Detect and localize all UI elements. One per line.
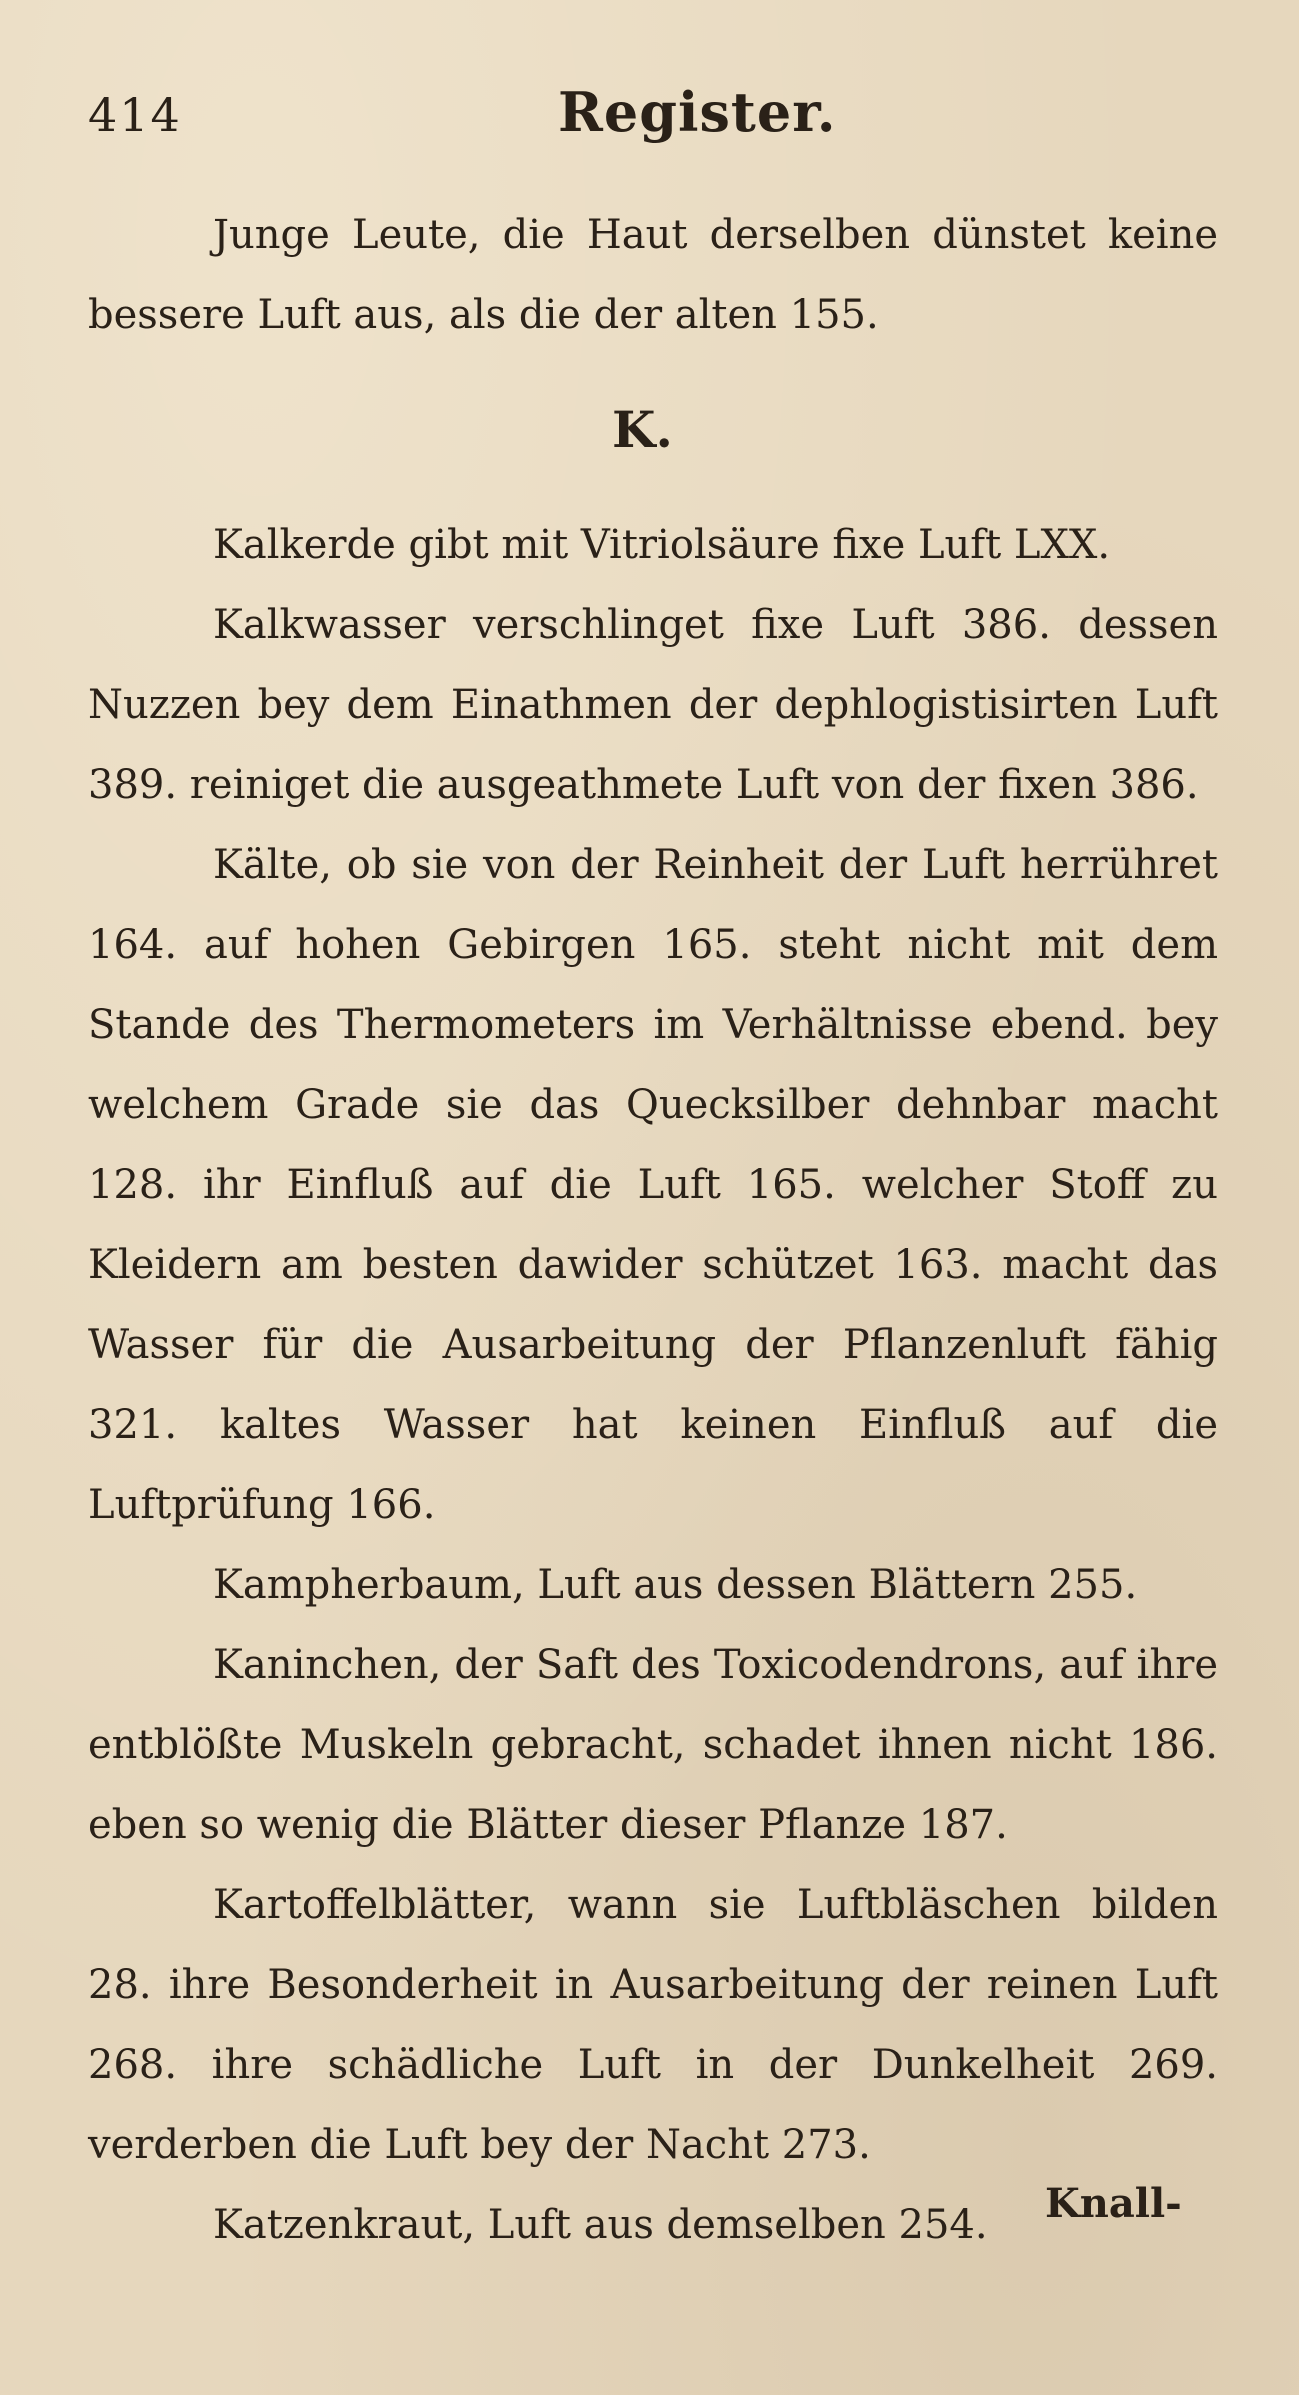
index-entry: Kartoffelblätter, wann sie Luftbläschen bilden 28. ihre Besonderheit in Ausarbeitung der reinen Luft 268. ihre schädliche Luft in der Dunkelheit 269. verderben die Luft bey der Nacht 273. xyxy=(88,1882,1218,2168)
section-letter: K. xyxy=(612,400,673,459)
index-entry: Katzenkraut, Luft aus demselben 254. xyxy=(213,2202,988,2248)
page-header xyxy=(88,80,1218,160)
index-entry: Kampherbaum, Luft aus dessen Blättern 255. xyxy=(213,1562,1138,1608)
index-entry: Kalkwasser verschlinget fixe Luft 386. dessen Nuzzen bey dem Einathmen der dephlogistisirten Luft 389. reiniget die ausgeathmete Luft von der fixen 386. xyxy=(88,602,1218,808)
index-entry-junge-leute: Junge Leute, die Haut derselben dünstet keine bessere Luft aus, als die der alten 155. xyxy=(88,212,1218,338)
index-entries-k xyxy=(88,505,1218,2265)
index-entry: Kälte, ob sie von der Reinheit der Luft herrühret 164. auf hohen Gebirgen 165. steht nicht mit dem Stande des Thermometers im Verhältnisse ebend. bey welchem Grade sie das Quecksilber dehnbar macht 128. ihr Einfluß auf die Luft 165. welcher Stoff zu Kleidern am besten dawider schützet 163. macht das Wasser für die Ausarbeitung der Pflanzenluft fähig 321. kaltes Wasser hat keinen Einfluß auf die Luftprüfung 166. xyxy=(88,842,1218,1528)
page-number: 414 xyxy=(88,88,182,142)
running-head: Register. xyxy=(558,80,837,144)
catchword: Knall- xyxy=(1045,2180,1182,2227)
index-entry: Kaninchen, der Saft des Toxicodendrons, auf ihre entblößte Muskeln gebracht, schadet ihnen nicht 186. eben so wenig die Blätter dieser Pflanze 187. xyxy=(88,1642,1218,1848)
index-entry: Kalkerde gibt mit Vitriolsäure fixe Luft LXX. xyxy=(213,522,1111,568)
